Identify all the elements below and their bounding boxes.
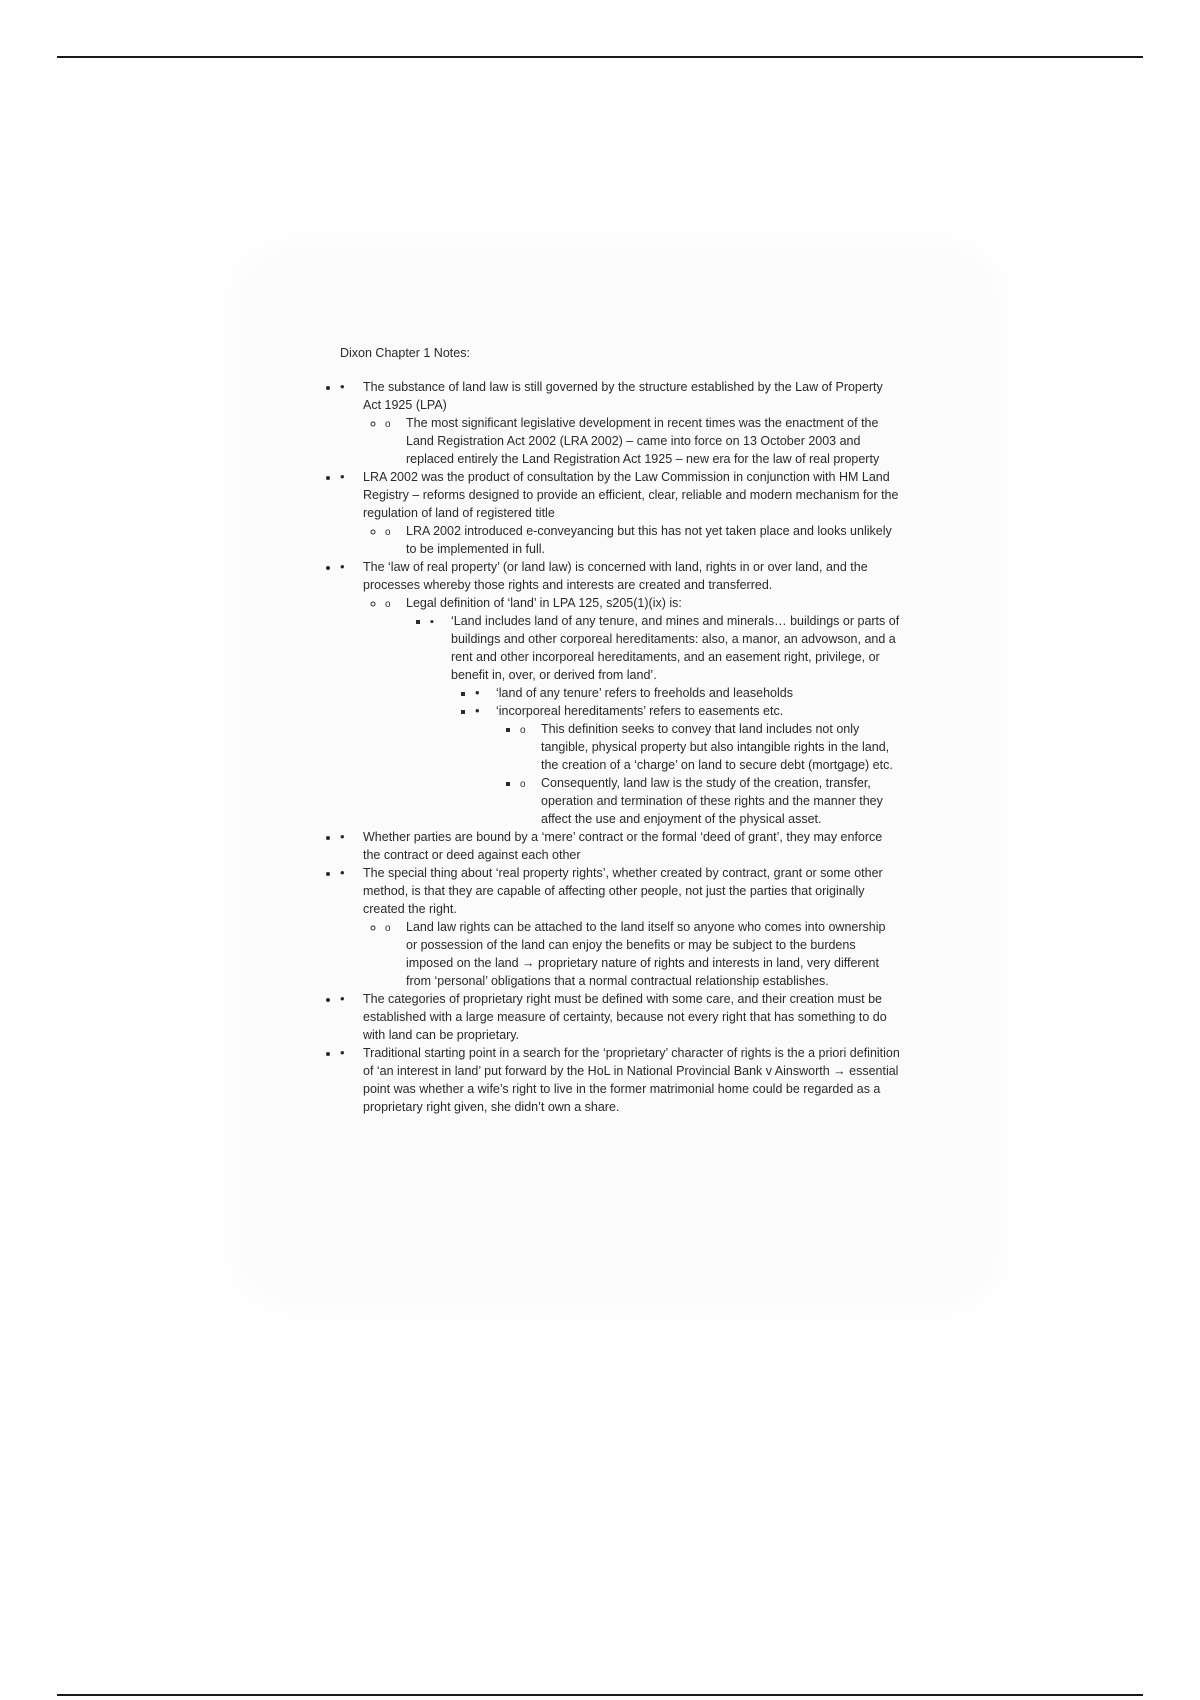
bullet-marker: [385, 414, 391, 434]
bullet-marker: [340, 990, 345, 1008]
top-rule: [57, 56, 1143, 58]
list-item-text: The categories of proprietary right must be defined with some care, and their creation must be established with a large measure of certainty, because not every right that has something to do with land can be proprietary.: [363, 992, 887, 1042]
list-item: [385, 522, 900, 558]
list-item-text: LRA 2002 was the product of consultation by the Law Commission in conjunction with HM Land Registry – reforms designed to provide an efficient, clear, reliable and modern mechanism for the regulation of land of registered title: [363, 470, 899, 520]
list-item-text: ‘Land includes land of any tenure, and mines and minerals… buildings or parts of buildings and other corporeal hereditaments: also, a manor, an advowson, and a rent and other incorporeal hereditaments, and an easement right, privilege, or benefit in, over, or derived from land’.: [451, 614, 900, 682]
sub-list: [385, 522, 900, 558]
sub-list: [385, 414, 900, 468]
list-item: [520, 720, 900, 774]
list-item: [385, 918, 900, 990]
bullet-marker: [340, 1044, 345, 1062]
list-item-text: Traditional starting point in a search for the ‘proprietary’ character of rights is the a priori definition of ‘an interest in land’ put forward by the HoL in National Provincial Bank v Ainsworth → essential point was whether a wife’s right to live in the former matrimonial home could be regarded as a proprietary right given, she didn’t own a share.: [363, 1046, 900, 1114]
list-item-text: The special thing about ‘real property rights’, whether created by contract, grant or some other method, is that they are capable of affecting other people, not just the parties that originally created the right.: [363, 866, 883, 916]
document-title: Dixon Chapter 1 Notes:: [340, 346, 470, 360]
list-item-text: The most significant legislative development in recent times was the enactment of the Land Registration Act 2002 (LRA 2002) – came into force on 13 October 2003 and replaced entirely the Land Registration Act 1925 – new era for the law of real property: [406, 416, 880, 466]
bullet-marker: [340, 378, 345, 396]
bullet-marker: [430, 612, 434, 631]
bullet-marker: [520, 720, 526, 740]
sub-list: [385, 918, 900, 990]
list-item: [340, 558, 900, 828]
list-item: [475, 684, 900, 702]
list-item-text: Legal definition of ‘land’ in LPA 125, s205(1)(ix) is:: [406, 596, 682, 610]
sub-list: [520, 720, 900, 828]
list-item-text: The ‘law of real property’ (or land law) is concerned with land, rights in or over land, and the processes whereby those rights and interests are created and transferred.: [363, 560, 868, 592]
list-item-text: The substance of land law is still governed by the structure established by the Law of Property Act 1925 (LPA): [363, 380, 883, 412]
bullet-marker: [340, 558, 345, 576]
list-item: [475, 702, 900, 828]
list-item: [385, 594, 900, 828]
list-item: [340, 990, 900, 1044]
bullet-marker: [385, 918, 391, 938]
sub-list: [475, 684, 900, 828]
list-item-text: This definition seeks to convey that land includes not only tangible, physical property but also intangible rights in the land, the creation of a ‘charge’ on land to secure debt (mortgage) etc.: [541, 722, 893, 772]
bullet-marker: [385, 522, 391, 542]
notes-list: [340, 378, 900, 1116]
list-item: [340, 828, 900, 864]
list-item-text: Land law rights can be attached to the land itself so anyone who comes into ownership or possession of the land can enjoy the benefits or may be subject to the burdens imposed on the land → proprietary nature of rights and interests in land, very different from ‘personal’ obligations that a normal contractual relationship establishes.: [406, 920, 886, 988]
list-item: [385, 414, 900, 468]
list-item: [430, 612, 900, 828]
sub-list: [430, 612, 900, 828]
list-item-text: LRA 2002 introduced e-conveyancing but this has not yet taken place and looks unlikely to be implemented in full.: [406, 524, 892, 556]
list-item: [340, 1044, 900, 1116]
bullet-marker: [520, 774, 526, 794]
bullet-marker: [385, 594, 391, 614]
list-item: [520, 774, 900, 828]
list-item-text: ‘land of any tenure’ refers to freeholds and leaseholds: [496, 686, 793, 700]
bullet-marker: [475, 702, 480, 720]
list-item: [340, 864, 900, 990]
list-item-text: Consequently, land law is the study of the creation, transfer, operation and termination of these rights and the manner they affect the use and enjoyment of the physical asset.: [541, 776, 883, 826]
bullet-marker: [340, 468, 345, 486]
bullet-marker: [475, 684, 480, 702]
list-item: [340, 378, 900, 468]
sub-list: [385, 594, 900, 828]
bullet-marker: [340, 828, 345, 846]
document-body: [340, 344, 900, 1116]
bullet-marker: [340, 864, 345, 882]
bottom-rule: [57, 1694, 1143, 1696]
list-item-text: ‘incorporeal hereditaments’ refers to easements etc.: [496, 704, 784, 718]
list-item-text: Whether parties are bound by a ‘mere’ contract or the formal ‘deed of grant’, they may enforce the contract or deed against each other: [363, 830, 883, 862]
list-item: [340, 468, 900, 558]
